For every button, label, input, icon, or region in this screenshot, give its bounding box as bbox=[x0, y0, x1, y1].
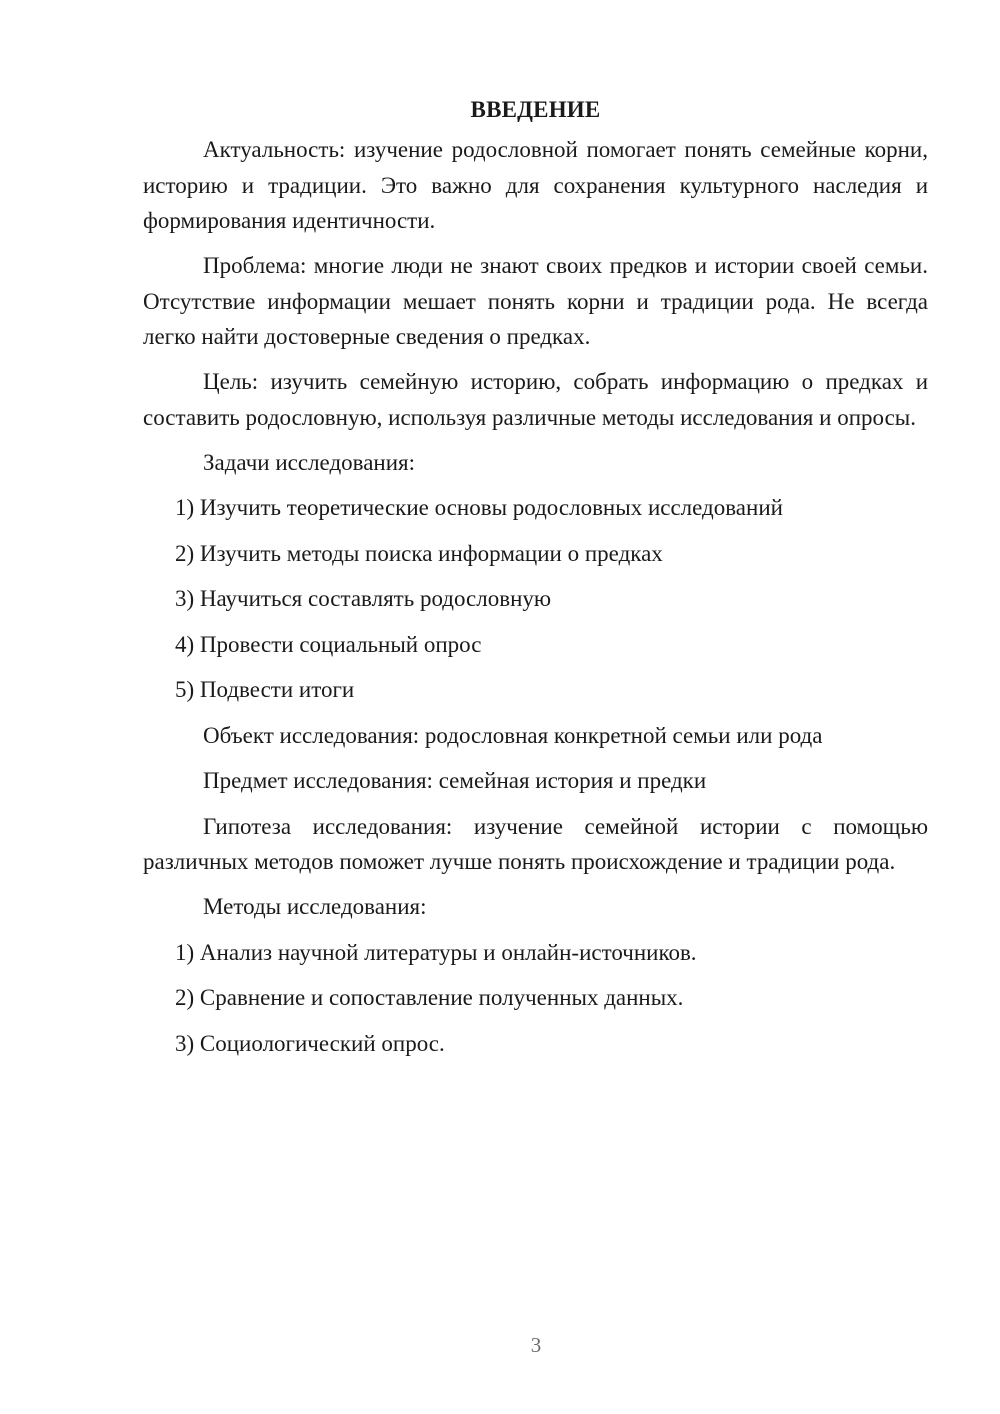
relevance-paragraph: Актуальность: изучение родословной помогает понять семейные корни, историю и традиции. Это важно для сохранения культурного наследия и формирования идентичности. bbox=[143, 137, 928, 233]
task-item: 5) Подвести итоги bbox=[175, 677, 355, 702]
section-title: ВВЕДЕНИЕ bbox=[470, 97, 601, 122]
task-item: 1) Изучить теоретические основы родословных исследований bbox=[175, 495, 783, 520]
goal-paragraph: Цель: изучить семейную историю, собрать информацию о предках и составить родословную, используя различные методы исследования и опросы. bbox=[143, 369, 928, 430]
tasks-heading: Задачи исследования: bbox=[203, 449, 416, 475]
hypothesis-paragraph: Гипотеза исследования: изучение семейной истории с помощью различных методов поможет лучше понять происхождение и традиции рода. bbox=[143, 813, 928, 874]
page-number: 3 bbox=[530, 1333, 542, 1357]
document-page bbox=[143, 92, 928, 1071]
subject-line: Предмет исследования: семейная история и предки bbox=[203, 768, 707, 793]
task-item: 3) Научиться составлять родословную bbox=[175, 586, 552, 611]
method-item: 2) Сравнение и сопоставление полученных данных. bbox=[175, 985, 684, 1010]
object-line: Объект исследования: родословная конкретной семьи или рода bbox=[203, 722, 823, 748]
task-item: 2) Изучить методы поиска информации о предках bbox=[175, 540, 663, 566]
methods-heading: Методы исследования: bbox=[203, 894, 427, 919]
method-item: 1) Анализ научной литературы и онлайн-источников. bbox=[175, 939, 697, 965]
task-item: 4) Провести социальный опрос bbox=[175, 631, 482, 657]
method-item: 3) Социологический опрос. bbox=[175, 1030, 445, 1056]
problem-paragraph: Проблема: многие люди не знают своих предков и истории своей семьи. Отсутствие информации мешает понять корни и традиции рода. Не всегда легко найти достоверные сведения о предках. bbox=[143, 253, 928, 349]
